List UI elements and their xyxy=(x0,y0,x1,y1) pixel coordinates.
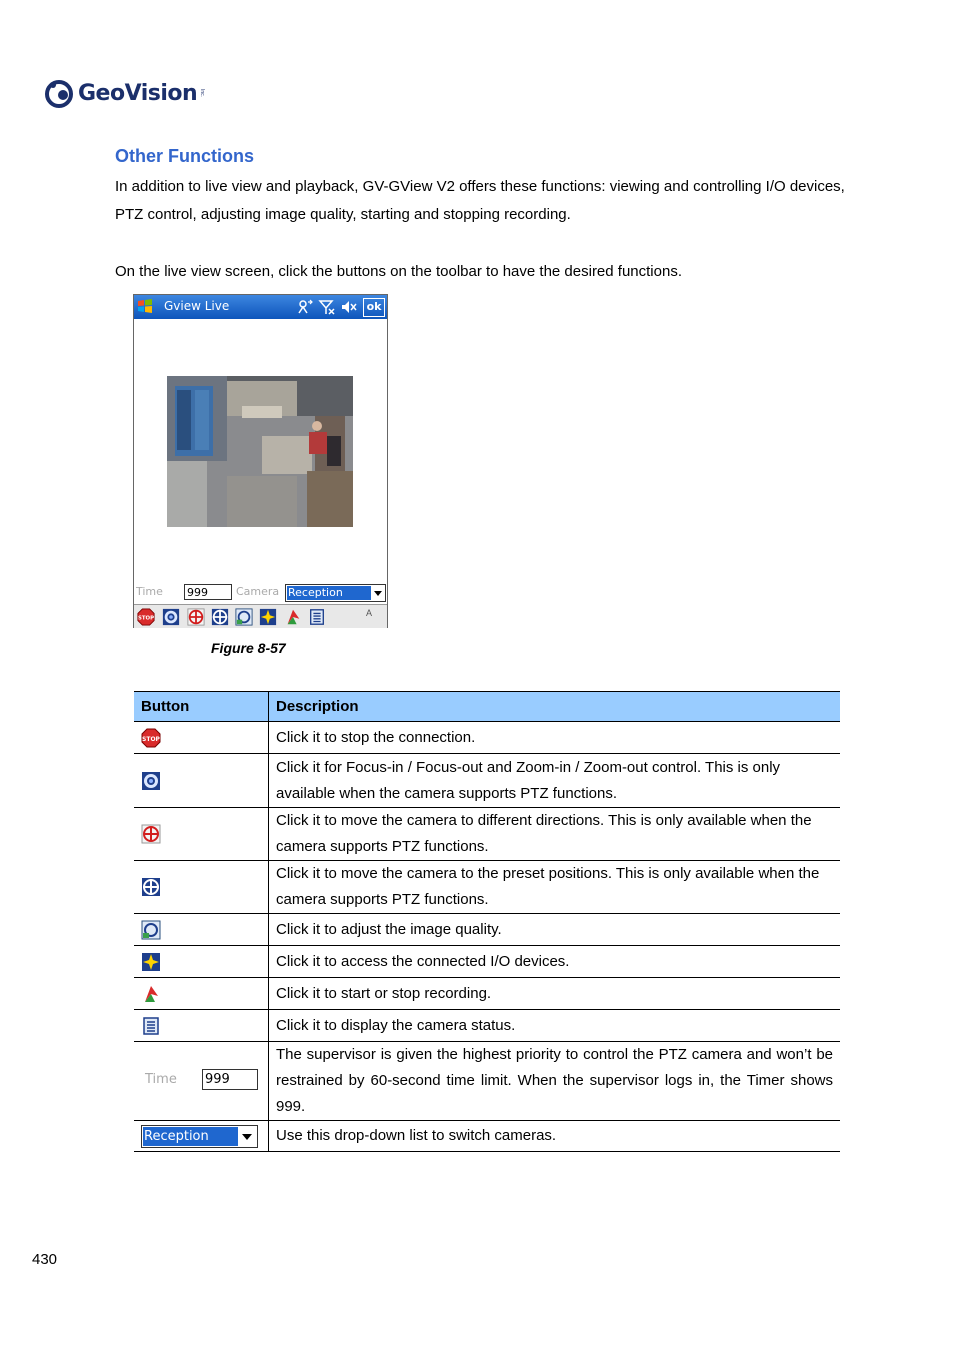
title-bar xyxy=(134,295,387,319)
table-row xyxy=(134,861,840,914)
table-row xyxy=(134,754,840,808)
row-description: Click it to display the camera status. xyxy=(269,1010,841,1042)
logo-sub: Inc. xyxy=(199,88,206,98)
time-label: Time xyxy=(145,1072,177,1087)
io-device-icon[interactable] xyxy=(259,608,277,626)
time-field: 999 xyxy=(184,584,232,600)
preset-icon xyxy=(141,877,161,897)
table-row xyxy=(134,946,840,978)
window-title: Gview Live xyxy=(164,299,230,313)
instruction-paragraph: On the live view screen, click the buttons on the toolbar to have the desired functions. xyxy=(115,263,682,280)
connectivity-icon[interactable] xyxy=(296,298,314,316)
focus-zoom-icon[interactable] xyxy=(162,608,180,626)
row-description: The supervisor is given the highest priority to control the PTZ camera and won’t be restrained by 60-second time limit. When the supervisor logs in, the Timer shows 999. xyxy=(269,1042,841,1121)
image-quality-icon xyxy=(141,920,161,940)
intro-paragraph: In addition to live view and playback, GV-GView V2 offers these functions: viewing and controlling I/O devices, PTZ control, adjusting image quality, starting and stopping recording. xyxy=(115,178,845,223)
focus-zoom-icon xyxy=(141,771,161,791)
signal-icon[interactable] xyxy=(318,298,336,316)
toolbar xyxy=(134,604,387,628)
chevron-down-icon xyxy=(374,591,382,596)
ptz-direction-icon xyxy=(141,824,161,844)
stop-icon xyxy=(141,728,161,748)
windows-start-icon[interactable] xyxy=(137,298,153,314)
page-number: 430 xyxy=(32,1251,58,1268)
camera-dropdown xyxy=(141,1125,258,1148)
table-row xyxy=(134,1010,840,1042)
figure-caption: Figure 8-57 xyxy=(211,640,286,656)
record-icon xyxy=(141,984,161,1004)
button-description-table xyxy=(134,691,840,1152)
io-device-icon xyxy=(141,952,161,972)
record-icon[interactable] xyxy=(284,608,302,626)
timer-field xyxy=(141,1069,261,1093)
ok-button[interactable]: ok xyxy=(363,298,385,317)
column-header-button: Button xyxy=(134,692,269,722)
table-row xyxy=(134,808,840,861)
geovision-logo-icon xyxy=(44,78,74,108)
svg-text:STOP: STOP xyxy=(142,735,160,743)
row-description: Click it to adjust the image quality. xyxy=(269,914,841,946)
geovision-logo xyxy=(44,76,205,110)
row-description: Use this drop-down list to switch cameras. xyxy=(269,1121,841,1152)
table-row xyxy=(134,978,840,1010)
chevron-down-icon xyxy=(242,1134,252,1140)
row-description: Click it for Focus-in / Focus-out and Zoom-in / Zoom-out control. This is only available when the camera supports PTZ functions. xyxy=(269,754,841,808)
table-row xyxy=(134,1042,840,1121)
column-header-description: Description xyxy=(269,692,841,722)
stop-icon[interactable] xyxy=(137,608,155,626)
live-video-feed xyxy=(167,376,353,527)
time-label: Time xyxy=(136,585,163,598)
row-description: Click it to stop the connection. xyxy=(269,722,841,754)
table-row xyxy=(134,914,840,946)
camera-label: Camera xyxy=(236,585,280,598)
logo-text: GeoVision xyxy=(78,80,198,106)
row-description: Click it to move the camera to different directions. This is only available when the camera supports PTZ functions. xyxy=(269,808,841,861)
time-value: 999 xyxy=(202,1069,258,1090)
ptz-direction-icon[interactable] xyxy=(187,608,205,626)
table-header-row xyxy=(134,692,840,722)
camera-status-icon xyxy=(141,1016,161,1036)
table-row xyxy=(134,722,840,754)
camera-selected-value: Reception xyxy=(287,586,371,600)
preset-icon[interactable] xyxy=(211,608,229,626)
camera-selected-value: Reception xyxy=(143,1127,238,1146)
camera-dropdown[interactable] xyxy=(285,584,386,602)
svg-text:STOP: STOP xyxy=(137,615,155,622)
camera-status-icon[interactable] xyxy=(308,608,326,626)
keyboard-icon[interactable]: A xyxy=(366,608,373,618)
volume-mute-icon[interactable] xyxy=(340,298,358,316)
image-quality-icon[interactable] xyxy=(235,608,253,626)
row-description: Click it to access the connected I/O devices. xyxy=(269,946,841,978)
section-heading: Other Functions xyxy=(115,146,254,166)
row-description: Click it to move the camera to the preset positions. This is only available when the camera supports PTZ functions. xyxy=(269,861,841,914)
row-description: Click it to start or stop recording. xyxy=(269,978,841,1010)
gview-live-screenshot xyxy=(133,294,388,628)
table-row xyxy=(134,1121,840,1152)
